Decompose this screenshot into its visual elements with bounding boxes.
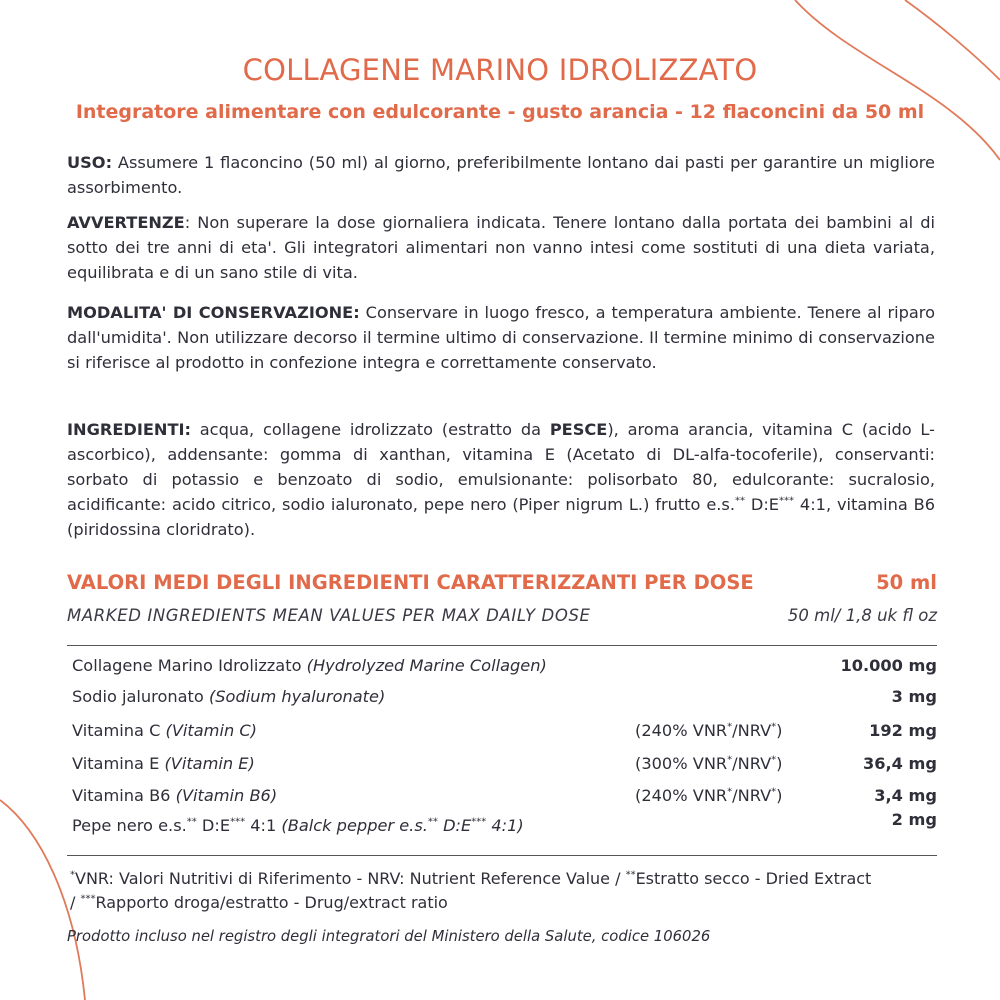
values-heading-amount: 50 ml [876,571,937,594]
row-name-en: (Vitamin C) [165,721,257,740]
footnote-line1-b: Estratto secco - Dried Extract [635,869,872,888]
row-name-en: (Vitamin B6) [175,786,278,805]
row-name-en-b: D:E [437,816,472,835]
table-row [72,810,937,842]
row-name [72,816,524,835]
ingredienti-text-a: acqua, collagene idrolizzato (estratto da [190,420,550,439]
avvertenze-text: : Non superare la dose giornaliera indicata. Tenere lontano dalla portata dei bambini al di sotto dei tre anni di eta'. Gli integratori alimentari non vanno intesi come sostituti di una dieta variata, equilibrata e di un sano stile di vita. [67,213,935,282]
footnote-line1 [70,867,940,891]
row-name-a: Pepe nero e.s. [72,816,187,835]
footnote-line2 [70,891,940,915]
avvertenze-label: AVVERTENZE [67,213,185,232]
foot-star: ** [625,869,636,881]
row-star: ** [427,816,438,828]
uso-paragraph [67,150,935,200]
row-name-it: Vitamina B6 [72,786,176,805]
row-star: *** [471,816,487,828]
row-name-en [281,816,523,835]
ingredienti-sup-b: *** [779,495,795,507]
table-row [72,754,937,780]
footnote-line1-a: VNR: Valori Nutritivi di Riferimento - NRV: Nutrient Reference Value / [75,869,626,888]
row-star: *** [230,816,246,828]
table-row [72,721,937,747]
product-subtitle: Integratore alimentare con edulcorante - gusto arancia - 12 flaconcini da 50 ml [75,101,925,123]
row-name-it: Vitamina C [72,721,166,740]
row-name [72,786,277,805]
values-heading-text: VALORI MEDI DEGLI INGREDIENTI CARATTERIZZANTI PER DOSE [67,571,754,594]
row-nrv [635,786,783,805]
footnote-line2-b: Rapporto droga/estratto - Drug/extract ratio [95,893,448,912]
uso-text: Assumere 1 flaconcino (50 ml) al giorno, preferibilmente lontano dai pasti per garantire un migliore assorbimento. [67,153,935,197]
row-name-en: (Hydrolyzed Marine Collagen) [306,656,547,675]
row-nrv [635,754,783,773]
avvertenze-paragraph [67,210,935,285]
row-value: 10.000 mg [840,656,937,675]
row-name-b: D:E [196,816,231,835]
row-name-it: Vitamina E [72,754,165,773]
nrv-star: * [771,786,777,798]
values-subheading-text: MARKED INGREDIENTS MEAN VALUES PER MAX DAILY DOSE [67,606,591,625]
nrv-star: * [727,786,733,798]
row-name [72,687,385,706]
row-star: ** [186,816,197,828]
values-subheading-amount: 50 ml/ 1,8 uk fl oz [787,606,937,625]
conservazione-label: MODALITA' DI CONSERVAZIONE: [67,303,360,322]
ingredienti-sup-a: ** [735,495,746,507]
registration-note: Prodotto incluso nel registro degli integratori del Ministero della Salute, codice 106026 [67,928,711,945]
row-name-en: (Vitamin E) [164,754,255,773]
conservazione-text: Conservare in luogo fresco, a temperatura ambiente. Tenere al riparo dall'umidita'. Non utilizzare decorso il termine ultimo di conservazione. Il termine minimo di conservazione si riferisce al prodotto in confezione integra e correttamente conservato. [67,303,935,372]
nrv-b: /NRV [732,786,772,805]
table-row [72,656,937,682]
row-value: 3 mg [891,687,937,706]
table-row [72,687,937,713]
product-title: COLLAGENE MARINO IDROLIZZATO [242,53,758,87]
row-name [72,754,255,773]
nrv-c: ) [776,721,783,740]
nrv-a: (240% VNR [635,786,728,805]
row-name-c: 4:1 [245,816,282,835]
row-name-en-c: 4:1) [486,816,524,835]
nrv-c: ) [776,754,783,773]
values-subheading [67,606,937,625]
ingredienti-label: INGREDIENTI: [67,420,191,439]
nrv-c: ) [776,786,783,805]
row-value: 192 mg [869,721,937,740]
ingredienti-text-b: ), aroma arancia, vitamina C (acido L-ascorbico), addensante: gomma di xanthan, vitamina E (Acetato di DL-alfa-tocoferile), conservanti: sorbato di potassio e benzoato di sodio, emulsionante: polisorbato 80, edulcorante: sucralosio, acidificante: acido citrico, sodio ialuronato, pepe nero (Piper nigrum L.) frutto e.s. [67,420,935,514]
row-name-en: (Sodium hyaluronate) [208,687,386,706]
ingredienti-paragraph [67,417,935,542]
nrv-star: * [727,754,733,766]
table-row [72,786,937,812]
ingredienti-text-d: 4:1, vitamina B6 (piridossina cloridrato). [67,495,936,539]
nrv-a: (300% VNR [635,754,728,773]
nrv-b: /NRV [732,754,772,773]
row-value: 36,4 mg [862,754,937,773]
table-bottom-divider [67,855,937,856]
allergen-fish: PESCE [549,420,608,439]
uso-label: USO: [67,153,113,172]
row-name [72,721,257,740]
nrv-star: * [771,721,777,733]
values-heading [67,571,937,594]
row-value: 2 mg [891,810,937,829]
conservazione-paragraph [67,300,935,375]
nrv-a: (240% VNR [635,721,728,740]
foot-star: * [70,869,75,881]
row-name-it: Sodio jaluronato [72,687,209,706]
row-value: 3,4 mg [874,786,937,805]
row-name [72,656,547,675]
row-nrv [635,721,783,740]
footnote [70,867,940,915]
foot-star: *** [80,893,96,905]
row-name-en-a: (Balck pepper e.s. [281,816,428,835]
nrv-star: * [771,754,777,766]
nrv-star: * [727,721,733,733]
row-name-it: Collagene Marino Idrolizzato [72,656,307,675]
nrv-b: /NRV [732,721,772,740]
table-top-divider [67,645,937,646]
ingredienti-text-c: D:E [745,495,780,514]
footnote-line2-a: / [70,893,81,912]
